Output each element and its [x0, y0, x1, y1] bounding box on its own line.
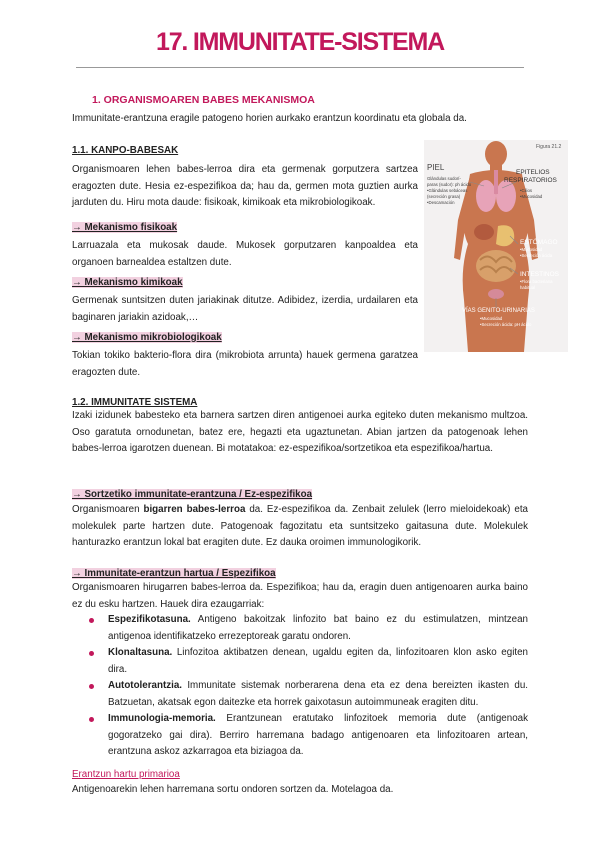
- vias-item: •Secreción ácida: pH ácido: [480, 322, 532, 327]
- hartua-text: Organismoaren hirugarren babes-lerroa da. Espezifikoa; hau da, eragin duen antigenoaren aurka baino ez du esku hartzen. Hauek dira ezaugarriak:: [72, 582, 528, 610]
- estomago-item: •Secreción ácida: [520, 253, 553, 258]
- fisikoak-heading: → Mekanismo fisikoak: [72, 222, 178, 233]
- primarioa-heading: Erantzun hartu primarioa: [72, 769, 180, 780]
- section-intro: Immunitate-erantzuna eragile patogeno horien aurkako erantzun koordinatu eta globala da.: [72, 113, 467, 124]
- label-intestinos: INTESTINOS: [520, 271, 560, 278]
- vias-item: •Mucosidad: [480, 316, 503, 321]
- bullet-icon: [89, 717, 94, 722]
- human-body-illustration: [424, 140, 568, 352]
- sortzetiko-bold: bigarren babes-lerroa: [143, 504, 246, 515]
- immunitate-heading: 1.2. IMMUNITATE SISTEMA: [72, 397, 198, 408]
- fisikoak-text: Larruazala eta mukosak daude. Mukosek gorputzaren kanpoaldea eta organoen barnealdea estaltzen dute.: [72, 240, 418, 268]
- epitelios-item: •Cilios: [520, 188, 533, 193]
- list-item: [86, 645, 528, 678]
- label-vias: VÍAS GENITO-URINARIAS: [462, 308, 535, 314]
- piel-item: •Descamación: [427, 200, 455, 205]
- estomago-item: •Mucosidad: [520, 247, 543, 252]
- bullet-term: Espezifikotasuna.: [108, 614, 191, 625]
- bullet-term: Klonaltasuna.: [108, 647, 173, 658]
- primarioa-text: Antigenoarekin lehen harremana sortu ondoren sortzen da. Motelagoa da.: [72, 784, 394, 795]
- body-defenses-figure: [424, 140, 568, 352]
- bullet-icon: [89, 651, 94, 656]
- bullet-icon: [89, 684, 94, 689]
- bullet-term: Immunologia-memoria.: [108, 713, 216, 724]
- bullet-text: Immunitate sistemak norberarena dena eta ez dena bereizten ikasten du. Batzuetan, akatsak egon daitezke eta horrek gaixotasun autoimmuneak eragiten ditu.: [108, 680, 528, 708]
- kimikoak-heading: → Mekanismo kimikoak: [72, 277, 183, 288]
- title-divider: [76, 67, 524, 68]
- sortzetiko-text-1: Organismoaren: [72, 504, 144, 515]
- kimikoak-text: Germenak suntsitzen duten jariakinak ditutze. Adibidez, izerdia, urdailaren eta baginaren jariakin azidoak,…: [72, 295, 418, 323]
- sortzetiko-text: [72, 502, 528, 552]
- bullet-text: Erantzunean eratutako linfozitoek memoria dute (antigenoak gogoratzeko gai dira). Berriro harremana badago antigenoaren eta linfozitoaren artean, erantzuna askoz azkarragoa eta biziagoa da.: [108, 713, 528, 757]
- section-heading: 1. ORGANISMOAREN BABES MEKANISMOA: [92, 94, 315, 106]
- list-item: [86, 678, 528, 711]
- characteristics-list: [86, 612, 528, 761]
- list-item: [86, 711, 528, 761]
- bullet-icon: [89, 618, 94, 623]
- kanpo-heading: 1.1. KANPO-BABESAK: [72, 145, 179, 156]
- bullet-text: Antigeno bakoitzak linfozito bat baino ez du estimulatzen, mintzean antigenoa identifikatzeko errezeptoreak garatu ondoren.: [108, 614, 528, 642]
- kanpo-paragraph: Organismoaren lehen babes-lerroa dira eta germenak gorputzera sartzea eragozten dute. Hesia ez-espezifikoa da; hau da, germen mota guztien aurka jarduten du. Hiru mota daude: fisikoak, kimikoak eta mikrobiologikoak.: [72, 164, 418, 208]
- hartua-heading: → Immunitate-erantzun hartua / Espezifikoa: [72, 568, 276, 579]
- mikro-text: Tokian tokiko bakterio-flora dira (mikrobiota arrunta) hauek germena garatzea eragozten dute.: [72, 350, 418, 378]
- piel-item: paras (sudor): ph ácido: [427, 182, 472, 187]
- label-estomago: ESTÓMAGO: [520, 239, 558, 246]
- sortzetiko-heading: → Sortzetiko immunitate-erantzuna / Ez-espezifikoa: [72, 489, 313, 500]
- sortzetiko-text-2: da. Ez-espezifikoa da. Zenbait zelulek (lerro mieloidekoak) eta molekulek parte hartzen dute. Patogenoak fagozitatu eta suntsitzeko gaitasuna dute. Molekulek hanturazko erantzun lokal bat eragiten dute. Ez dauka oroimen immunologikorik.: [72, 504, 528, 548]
- label-piel: PIEL: [427, 163, 445, 172]
- piel-item: •Glándulas sebáceas: [427, 188, 468, 193]
- mikro-heading: → Mekanismo mikrobiologikoak: [72, 332, 222, 343]
- bullet-term: Autotolerantzia.: [108, 680, 183, 691]
- label-respiratorios: RESPIRATORIOS: [504, 177, 557, 184]
- label-epitelios: EPITELIOS: [516, 169, 550, 176]
- page-title: 17. IMMUNITATE-SISTEMA: [156, 28, 444, 56]
- immunitate-paragraph: Izaki izidunek babesteko eta barnera sartzen diren antigenoei aurka egiteko duten mekanismo multzoa. Oso garatuta ornodunetan, batez ere, hegazti eta ugaztunetan. Abian jartzen da patogenoak lehen babes-lerroa igarotzen duenean. Bi motatakoa: ez-espezifikoa/sortzetikoa eta espezifikoa/hartua.: [72, 410, 528, 454]
- intestinos-item: habitual: [520, 285, 536, 290]
- figure-caption: Figura 21.2: [536, 144, 562, 150]
- epitelios-item: •Mucosidad: [520, 194, 543, 199]
- intestinos-item: •Flora bacteriana: [520, 279, 553, 284]
- bullet-text: Linfozitoa aktibatzen denean, ugaldu egiten da, linfozitoaren klon asko egiten dira.: [108, 647, 528, 675]
- list-item: [86, 612, 528, 645]
- piel-item: (secreción grasa): [427, 194, 461, 199]
- piel-item: Glándulas sudorí-: [427, 176, 461, 181]
